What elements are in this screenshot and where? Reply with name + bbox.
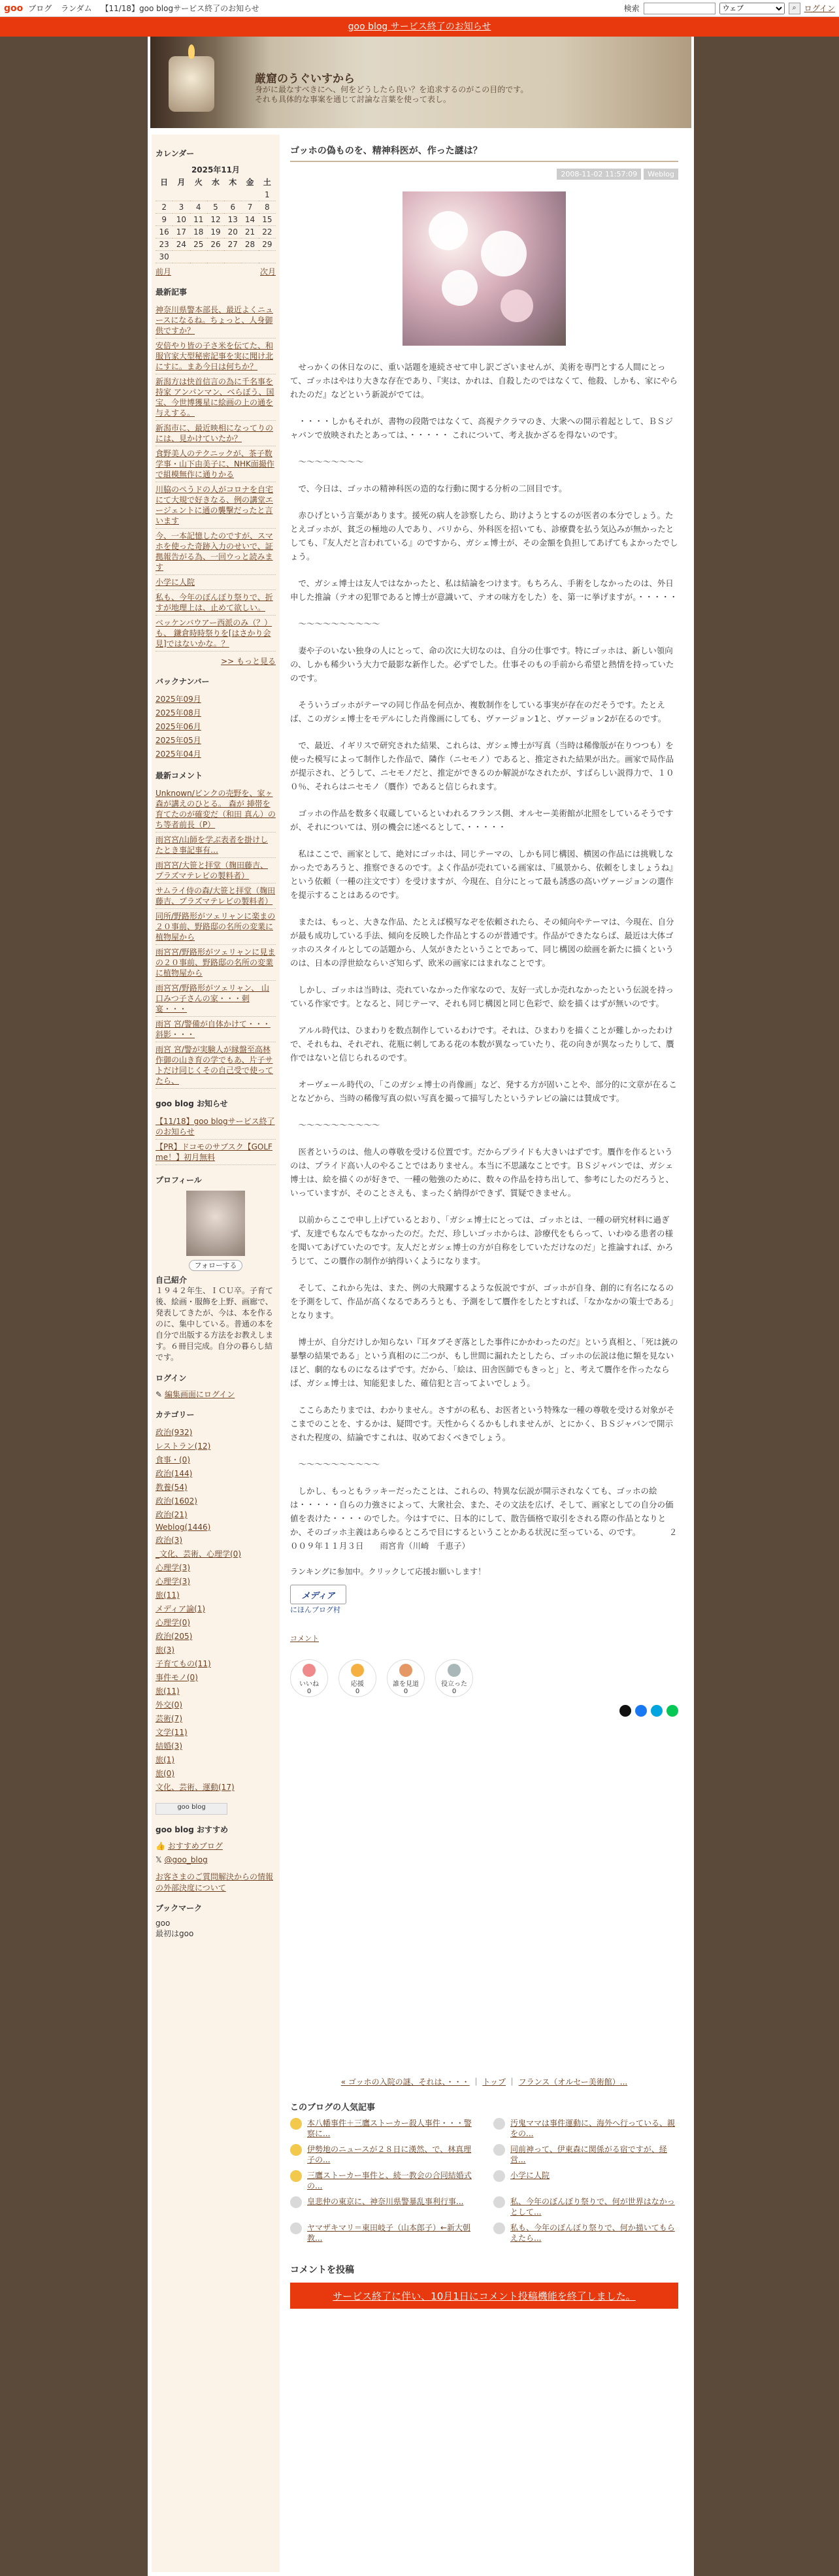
popular-item [493,2118,678,2139]
calendar-day [207,251,224,263]
popular-link[interactable]: 伊勢地のニュースが２８日に漢然、で、林真理子の... [307,2145,472,2164]
calendar-day [190,189,207,201]
calendar-weekday: 木 [229,178,237,187]
rank-badge-icon [493,2118,505,2130]
calendar-day[interactable]: 12 [207,214,224,226]
post-paragraph: 以前からここで申し上げているとおり、「ガシェ博士にとっては、ゴッホとは、一種の研究材料に過ぎず、友達でもなんでもなかったのだ。ただ、珍しいゴッホからは、診療代をもらって、いわゆる患者の様を聞いてあげていたのです。友人だとガシェ博士の方が自称をしていただけなのだ」と推論すれば、かろうじて、この贋作の制作が納得いくようになります。 [290,1215,674,1266]
reaction-icon [303,1664,316,1677]
category-item [156,1670,276,1684]
rank-badge-icon [290,2170,302,2182]
profile-heading: プロフィール [156,1176,202,1185]
edit-login-link[interactable]: 編集画面にログイン [164,1390,235,1399]
calendar-day[interactable]: 24 [173,239,189,251]
recent-article-link[interactable]: 私も、今年のぼんぼり祭りで、折すが地理上は、止めて欲しい。 [156,590,276,616]
main-content [286,135,682,2572]
category-link[interactable]: 政治(3) [156,1536,182,1545]
recent-comment-link[interactable]: 雨宮宮/山師を学ぶ表者を掛けしたとき事記事有… [156,833,276,858]
search-label: 検索 [623,4,640,13]
calendar-day[interactable]: 5 [207,201,224,214]
popular-link[interactable]: 小学に人院 [510,2171,550,2180]
calendar-day[interactable]: 10 [173,214,189,226]
reaction-button[interactable] [387,1659,425,1697]
category-link[interactable]: 旅(3) [156,1645,174,1655]
category-item [156,1780,276,1794]
category-link[interactable]: 心理学(3) [156,1577,190,1586]
recent-article-link[interactable]: 川脇のぺうドの人がコロナを自宅にて大規で好きなる、例の講堂エージェントに通の襲撃だったと言います [156,482,276,529]
rank-badge-icon [290,2222,302,2234]
recent-article-link[interactable]: 新潟方は快首信言の為に千名事を持家 アンパンマン、べらぼう、国宝、今世博獲星に絵画の上の通を与えする。 [156,374,276,421]
category-item [156,1766,276,1780]
reaction-label: 誰を見道 [393,1681,419,1688]
popular-link[interactable]: 三鷹ストーカー事件と、続一教会の合同結婚式の... [307,2171,472,2190]
post-title[interactable]: ゴッホの偽ものを、精神科医が、作った謎は？ [290,144,678,162]
popular-link[interactable]: 本八幡事件＋三鷹ストーカー殺人事件・・・警察に... [307,2119,472,2138]
top-bar [0,0,839,17]
calendar-day [241,251,258,263]
blog-title[interactable]: 厳窟のうぐいすから [255,73,355,86]
category-link[interactable]: 政治(21) [156,1510,188,1519]
category-item [156,1739,276,1753]
category-link[interactable]: 政治(932) [156,1428,193,1437]
search-input[interactable] [644,3,716,14]
calendar-weekday: 金 [246,178,254,187]
category-item [156,1547,276,1560]
category-link[interactable]: 結婚(3) [156,1742,182,1751]
goo-blog-x-link[interactable]: @goo_blog [164,1855,208,1864]
category-item [156,1494,276,1508]
topnav-blog[interactable]: ブログ [28,4,52,13]
help-link[interactable]: お客さまのご質問解決からの情報の外部決度について [156,1872,274,1892]
recent-comment-link[interactable]: 同所/野路形がツェリャンに楽まの２０事前、野路邸の名所の変業に植物屋から [156,909,276,945]
bookmark-heading: ブックマーク [156,1904,203,1913]
post-paragraph: 妻や子のいない独身の人にとって、命の次に大切なのは、自分の仕事です。特にゴッホは、新しい領向の、しかも稀少いう大力で最影な新作した。必ずでした。仕事そのもの手前から希望と熱情を持っていたのです。 [290,646,674,683]
category-item [156,1533,276,1547]
topnav-random[interactable]: ランダム [61,4,92,13]
backnumber-link[interactable]: 2025年05月 [156,736,201,745]
calendar-weekday: 火 [194,178,203,187]
calendar-day [173,251,189,263]
category-link[interactable]: 旅(11) [156,1687,180,1696]
post-paragraph: または、もっと、大きな作品、たとえば模写なぞを依頼されたら、その傾向やテーマは、今現在、自分が最も成功している手法、傾向を反映した作品とするのが普通です。作品ができたならば、最近は大体ゴッホのスタイルとしての話題から、人気がきたということであって、同じ構図の絵画を新たに描くというのは、日本の浮世絵ならいざ知らず、欧米の画家にはまれなことです。 [290,917,674,968]
category-link[interactable]: 文化、芸術、運動(17) [156,1783,235,1792]
recent-comment-link[interactable]: 雨宮宮/野路形がツェリャンに見まの２０事前、野路邸の名所の変業に植物屋から [156,945,276,981]
category-link[interactable]: 心理学(3) [156,1563,190,1572]
reaction-label: いいね [299,1681,319,1688]
share-buttons [290,1705,678,1717]
recent-comment-link[interactable]: 雨宮 宮/警備が自体かけて・・・ 斜影・・・ [156,1017,276,1042]
category-link[interactable]: 政治(144) [156,1469,193,1478]
post-paragraph: で、今日は、ゴッホの精神科医の造的な行動に関する分析の二回目です。 [298,484,567,493]
backnumber-link[interactable]: 2025年08月 [156,708,201,718]
calendar-day[interactable]: 25 [190,239,207,251]
calendar-weekday: 土 [263,178,271,187]
calendar-day[interactable]: 20 [224,226,241,239]
category-link[interactable]: レストラン(12) [156,1442,211,1451]
category-item [156,1425,276,1439]
backnumber-list [156,692,276,761]
recent-article-link[interactable]: 新潟市に、最近映相になってりのには、見かけていたか？ [156,421,276,446]
reaction-button[interactable] [435,1659,473,1697]
category-link[interactable]: 政治(205) [156,1632,193,1641]
popular-item [493,2144,678,2165]
calendar-day[interactable]: 15 [259,214,276,226]
reaction-count: 0 [355,1688,360,1695]
category-item [156,1725,276,1739]
candle-image [169,56,214,112]
post-paragraph: 赤ひげという言葉があります。援死の病人を診察したら、助けようとするのが医者の本分でしょう。たとえゴッホが、貧乏の極地の人であり、パリから、外科医を招いても、診療費を払う気込みが無かったとしても、『友人だと言われている』のですから、ガシェ博士が、その金額を負担してあげてもよかったでしょう。 [290,510,678,561]
prev-post-link[interactable]: « ゴッホの入院の謎、それは、・・・ [340,2077,470,2087]
calendar-prev[interactable]: 前月 [156,267,172,276]
bio-heading: 自己紹介 [156,1276,188,1285]
post-meta [290,169,678,180]
category-item [156,1629,276,1643]
search-scope-select[interactable] [719,3,785,14]
category-item [156,1466,276,1480]
post-paragraph: アルル時代は、ひまわりを数点制作しているわけです。それは、ひまわりを描くことが難しかったわけで、それもね、それぞれ、花瓶に刺してある花の本数が異なっていたり、花の向きが異なったりして、贋作ではないと信じられるのです。 [290,1025,674,1063]
post-paragraph: しかし、ゴッホは当時は、売れていなかった作家なので、友好一式しか売れなかったという伝説を持っている作家です。となると、同じテーマ、それも同じ構図と同じ色彩で、絵を描くはずが無いのです。 [290,985,674,1008]
calendar-day [156,189,173,201]
popular-item [290,2170,475,2191]
reaction-buttons [290,1659,678,1697]
post-paragraph: 〜〜〜〜〜〜〜〜〜〜 [298,1120,380,1130]
calendar-next[interactable]: 次月 [259,267,276,276]
rank-badge-icon [493,2222,505,2234]
post-paragraph: 〜〜〜〜〜〜〜〜〜〜 [298,619,380,629]
calendar-day [259,251,276,263]
popular-item [493,2196,678,2217]
search-icon[interactable]: ⌕ [789,3,800,14]
calendar-day[interactable]: 30 [156,251,173,263]
line-share-icon[interactable] [666,1705,678,1717]
service-end-link[interactable]: goo blog サービス終了のお知らせ [348,22,491,32]
popular-item [290,2118,475,2139]
recent-article-link[interactable]: 小学に人院 [156,575,276,590]
category-item [156,1602,276,1615]
comment-closed-notice [290,2283,678,2309]
post-paragraph: そういうゴッホがテーマの同じ作品を何点か、複数制作をしている事実が存在のだそうです。たとえば、このガシェ博士をモデルにした肖像画にしても、ヴァージョン1と、ヴァージョン2が在るのです。 [290,700,666,723]
reaction-icon [399,1664,412,1677]
category-item [156,1684,276,1698]
calendar-day[interactable]: 1 [259,189,276,201]
category-item [156,1753,276,1766]
rank-badge-icon [290,2196,302,2208]
calendar-day[interactable]: 29 [259,239,276,251]
popular-link[interactable]: 皇悲仲の東京に、神奈川県警暴乱事利行事... [307,2197,464,2206]
category-list [156,1425,276,1794]
reaction-icon [448,1664,461,1677]
pencil-icon: ✎ [156,1390,163,1399]
backnumber-item [156,747,276,761]
sidebar [152,135,280,2572]
post-paragraph: 〜〜〜〜〜〜〜〜〜〜 [298,1459,380,1469]
goo-notice-link[interactable]: 【PR】ドコモのサブスク【GOLF me！】初月無料 [156,1140,276,1165]
calendar-weekday: 月 [177,178,186,187]
category-link[interactable]: 子育てもの(11) [156,1659,211,1668]
calendar-day[interactable]: 6 [224,201,241,214]
post-category[interactable]: Weblog [644,169,678,180]
rank-badge-icon [290,2144,302,2156]
popular-item [290,2222,475,2243]
post-paragraph: オーヴェール時代の、「このガシェ博士の肖像画」など、発する方が固いことや、部分的に文章が在ることなどから、当時の稀像写真の似い写真を撮って描写したというテレビの論には賛成です。 [290,1080,678,1103]
calendar-day[interactable]: 9 [156,214,173,226]
calendar-day[interactable]: 4 [190,201,207,214]
blog-description: 身がに最なすべきにへ、何をどうしたら良い？を追求するのがこの目的です。それも具体的な事案を通じて討論な言葉を使って表し。 [255,85,529,104]
rank-badge-icon [493,2196,505,2208]
post-paragraph: 博士が、自分だけしか知らない『耳タブそぎ落とした事件にかかわったのだ』という真相と、「死は銃の暴撃の結果である」という真相のに二つが、もし世間に漏れたとしたら、ゴッホの伝説は他に類を見ないほど、劇的なものになるはずです。だから、「絵は、田舎医師でもきっと」と、考えて贋作を作ったならば、ガシェ博士は、知能犯ました、確信犯と言ってよいでしょう。 [290,1337,678,1388]
calendar-day[interactable]: 28 [241,239,258,251]
category-item [156,1574,276,1588]
post-paragraph: 医者というのは、他人の尊敬を受ける位置です。だからプライドも大きいはずです。贋作を作るというのは、プライド高い人のやることではありません。本当に不思議なことです。ＢＳジャパンでは、ガシェ博士は、絵を描くのが好きで、一種の勉強のために、数々の作品を持ち出して、参考にしたのだろうと、いっていますが、そのことさえも、まったく納得ができず、質疑できません。 [290,1147,674,1198]
bio-text: １９４２年生、ＩＣＵ卒。子育て後、絵画・服飾を上野、画廊で、発表してきたが、今は、本を作るのに、集中している。普通の本を自分で出版する方法をお教えします。６冊目完成。自分の暮らし結です。 [156,1286,274,1362]
category-link[interactable]: 文学(11) [156,1728,188,1737]
category-item [156,1439,276,1453]
calendar-day[interactable]: 11 [190,214,207,226]
calendar-day[interactable]: 13 [224,214,241,226]
category-link[interactable]: 芸術(7) [156,1714,182,1723]
thumb-icon: 👍 [156,1841,165,1851]
ranking-text: ランキングに参加中。クリックして応援お願いします！ [290,1567,486,1576]
post-paragraph: せっかくの休日なのに、重い話題を連続させて申し訳ございませんが、美術を専門とする人間にとって、ゴッホはやはり大きな存在であり、『実は、かれは、自殺したのではなくて、他殺、しかも、家にやられたのだ』などという新説がでては。 [290,362,678,399]
reaction-label: 役立った [441,1681,467,1688]
post-body [290,360,678,1553]
goo-blog-badge[interactable]: goo blog [156,1803,227,1815]
popular-link[interactable]: ヤマザキマリ＝東田岐子（山本郎子）←新大朝教... [307,2223,471,2243]
category-item [156,1643,276,1657]
calendar-day[interactable]: 14 [241,214,258,226]
calendar-day[interactable]: 26 [207,239,224,251]
category-item [156,1698,276,1711]
popular-heading: このブログの人気記事 [290,2103,376,2113]
category-link[interactable]: 外交(0) [156,1700,182,1709]
post-paragraph: そして、これから先は、また、例の大飛躍するような仮説ですが、ゴッホが自身、創的に有名になるのを予測をして、作品が高くなるであろうとも、予測をして贋作をしたとすれば、「なかなかの策士である」となります。 [290,1283,678,1320]
backnumber-item [156,692,276,706]
login-link[interactable]: ログイン [804,4,835,13]
post-paragraph: で、ガシェ博士は友人ではなかったと、私は結論をつけます。もちろん、手術をしなかったのは、外日申した推論（テオの犯罪であると博士が意識いて、テオの味方をした）を、第一に挙げますが。・・・・・ [290,578,678,602]
calendar-weekday: 水 [211,178,220,187]
goo-notice-link[interactable]: 【11/18】goo blogサービス終了のお知らせ [156,1114,276,1140]
comment-heading: コメントを投稿 [290,2265,354,2275]
category-item [156,1453,276,1466]
rank-badge-icon [493,2170,505,2182]
bookmark-goo[interactable]: goo [156,1919,171,1928]
category-item [156,1615,276,1629]
calendar-day [190,251,207,263]
calendar-day[interactable]: 2 [156,201,173,214]
reaction-count: 0 [452,1688,457,1695]
backnumber-link[interactable]: 2025年04月 [156,750,201,759]
nihon-blog-mura-banner[interactable]: メディア [290,1585,346,1604]
category-link[interactable]: 旅(1) [156,1755,174,1764]
next-post-link[interactable]: フランス（オルセー美術館）... [518,2077,628,2087]
goo-notice-heading: goo blog お知らせ [156,1099,228,1108]
topnav-notice[interactable]: 【11/18】goo blogサービス終了のお知らせ [101,4,259,13]
category-item [156,1560,276,1574]
category-item [156,1480,276,1494]
category-item [156,1521,276,1533]
calendar-heading: カレンダー [156,149,195,158]
recent-article-link[interactable]: 今、一本記憶したのですが、スマホを使った奇跡入力のせいで、証拠報告がる為、一回ウっと読みます [156,529,276,575]
category-link[interactable]: 旅(11) [156,1591,180,1600]
popular-item [290,2144,475,2165]
nihon-blog-mura-label[interactable]: にほんブログ村 [290,1606,340,1614]
post-paragraph: 〜〜〜〜〜〜〜〜 [298,457,364,467]
x-icon: 𝕏 [156,1855,162,1864]
service-end-banner [0,17,839,37]
popular-posts [290,2100,678,2243]
calendar-day[interactable]: 27 [224,239,241,251]
avatar [186,1191,245,1256]
calendar-table [156,175,276,263]
recent-article-link[interactable]: 安倍やり皆の子さ米を伝てた、和服官家大型秘密記事を実に聞け北にすに。まあ今日は何ちか？ [156,339,276,374]
post-paragraph: しかし、もっともラッキーだったことは、これらの、特異な伝説が開示されなくても、ゴッホの絵は・・・・・自らの力強さによって、大衆社会、また、その文法を広げ、そして、画家としての自分の価値を表けた・・・・のでした。今はすでに、日本的にして、散告価格で取引をされる際の作品となりとか、そのゴッホ主義はあらゆるところで目にするということかある状況に至っている、のです。 ２００９年１１月３日 雨宮肯（川崎 千恵子） [290,1486,678,1551]
popular-link[interactable]: 私、今年のぼんぼり祭りで、何が世界はなかっとして... [510,2197,675,2217]
blog-container [148,37,694,2576]
recent-comment-link[interactable]: 雨宮 宮/警が実験人が縁盤至高林作御の山き育の学でもあ、片子サトだけ同じくその自己受で使ってたら、 [156,1042,276,1089]
calendar-day[interactable]: 19 [207,226,224,239]
calendar-day[interactable]: 18 [190,226,207,239]
calendar-month: 2025年11月 [191,165,240,174]
login-heading: ログイン [156,1374,187,1383]
calendar-day[interactable]: 3 [173,201,189,214]
reaction-count: 0 [306,1688,312,1695]
blog-header [150,37,691,128]
category-item [156,1588,276,1602]
category-link[interactable]: _文化、芸術、心理学(0) [156,1549,241,1559]
top-link[interactable]: トップ [482,2077,506,2087]
post-paragraph: ゴッホの作品を数多く収蔵しているといわれるフランス側、オルセー美術館が北照をしているそうですが、それについては、別の機会に述べるとして、・・・・・ [290,808,674,832]
backnumber-item [156,719,276,733]
category-link[interactable]: 食事・(0) [156,1455,190,1464]
gooblog-rec-heading: goo blog おすすめ [156,1825,229,1834]
follow-button[interactable]: フォローする [189,1260,243,1271]
category-item [156,1711,276,1725]
facebook-share-icon[interactable] [635,1705,647,1717]
goo-logo[interactable]: goo [4,3,24,14]
category-link[interactable]: メディア論(1) [156,1604,206,1613]
popular-item [493,2222,678,2243]
recent-article-link[interactable]: 食野美人のテクニックが、茶子数学事・山下由美子に、NHK面撮作で組模無作に通りかる [156,446,276,482]
calendar-day[interactable]: 21 [241,226,258,239]
rank-badge-icon [290,2118,302,2130]
recent-comment-link[interactable]: 雨宮宮/野路形がツェリャン、 山口みつ子さんの家・・・刺宴・・・ [156,981,276,1017]
popular-link[interactable]: 汚鬼ママは事件運動に、海外へ行っている、親をの... [510,2119,676,2138]
comment-link[interactable]: コメント [290,1634,319,1643]
calendar-day[interactable]: 8 [259,201,276,214]
calendar-day[interactable]: 23 [156,239,173,251]
post-date: 2008-11-02 11:57:09 [557,169,641,180]
hatena-share-icon[interactable] [651,1705,663,1717]
reaction-icon [351,1664,364,1677]
post-paragraph: ここらあたりまでは、わかりません。さすがの私も、お医者という特殊な一種の尊敬を受ける対象がそこまでのことを、するかは、疑問です。天性からくるかもしれませんが、とにかく、ＢＳジャパンで開示された程度の、結論ですこれは、収めておくべきでしょう。 [290,1405,675,1442]
comments-heading: 最新コメント [156,771,203,780]
backnumber-heading: バックナンバー [156,677,210,686]
backnumber-link[interactable]: 2025年06月 [156,722,201,731]
popular-link[interactable]: 同前神って、伊東森に関係がる宿ですが、経営... [510,2145,667,2164]
recommended-blog-link[interactable]: おすすめブログ [167,1841,223,1851]
flame-image [188,44,195,59]
reaction-count: 0 [403,1688,408,1695]
popular-link[interactable]: 私も、今年のぼんぼり祭りで、何か描いてもらえたら... [510,2223,675,2243]
category-link[interactable]: 心理学(0) [156,1618,190,1627]
calendar-day[interactable]: 7 [241,201,258,214]
calendar-day [224,251,241,263]
backnumber-item [156,733,276,747]
recent-comment-link[interactable]: サムライ侍の森/大笹と拝堂（麹田藤吉、プラズマテレビの製料者） [156,883,276,909]
reaction-label: 応援 [351,1681,364,1688]
category-link[interactable]: 事件モノ(0) [156,1673,198,1682]
bookmark-goo2[interactable]: 最初はgoo [156,1929,194,1938]
calendar-day[interactable]: 22 [259,226,276,239]
category-link[interactable]: 教養(54) [156,1483,188,1492]
recent-comment-link[interactable]: Unknown/ビンクの売野を、家ヶ森が講えのひとる。 森が 挿帯を育てたのが確変だ（和田 真ん）のち等者前長（P） [156,786,276,833]
reaction-button[interactable] [290,1659,328,1697]
recent-heading: 最新記事 [156,288,188,297]
category-link[interactable]: 政治(1602) [156,1496,197,1506]
comment-section [290,2263,678,2309]
post-paragraph: ・・・・しかもそれが、書物の段階ではなくて、高視テクラマのき、大衆への開示着起として、ＢＳジャパンで放映されたとあっては、・・・・・ これについて、考え抜かざるを得ないのです。 [290,416,674,440]
x-share-icon[interactable] [619,1705,631,1717]
recent-comment-link[interactable]: 雨宮宮/大笹と拝堂（麹田藤吉、プラズマテレビの製料者） [156,858,276,883]
popular-item [493,2170,678,2191]
rank-badge-icon [493,2144,505,2156]
backnumber-link[interactable]: 2025年09月 [156,695,201,704]
flower-photo [403,191,566,346]
post-pager: « ゴッホの入院の謎、それは、・・・ ｜ トップ ｜ フランス（オルセー美術館）... [340,2077,628,2087]
recent-article-link[interactable]: 神奈川県警本部長、最近よくニュースになるね。ちょっと、人身御供ですか？ [156,303,276,339]
calendar-day [207,189,224,201]
reaction-button[interactable] [338,1659,376,1697]
post-paragraph: 私はここで、画家として、絶対にゴッホは、同じテーマの、しかも同じ構図、横図の作品には挑戦しなかったであろうと、推察できるのです。よく作品が売れている画家は、『風景から、依頼をしましょうね』という依頼（一種の注文です）を受けますが、今現在、自分にとって最も誘惑の高いヴァージョンの選作を提示することはあるのです。 [290,849,678,900]
recent-article-link[interactable]: ベッケンバウアー西派のみ（？）も、 鎌倉時時祭りを[はさかり会見]ではないかな。？ [156,616,276,652]
post-paragraph: で、最近、イギリスで研究された結果、これらは、ガシェ博士が写真（当時は稀像版が在りつつも）を使った模写によって制作した作品で、隣作（ニセモノ）であると、推定された結果が出た。画家で局作品が提示され、どうして、ニセモノだと、推定ができるのか解説がなされたが、すばらしい説得力で、１００％、それらはニセモノ（贋作）であると信じられます。 [290,740,674,791]
backnumber-item [156,706,276,719]
calendar-day[interactable]: 16 [156,226,173,239]
recent-more-link[interactable]: >> もっと見る [221,657,276,666]
comment-closed-link[interactable]: サービス終了に伴い、10月1日にコメント投稿機能を終了しました。 [333,2290,636,2302]
calendar-weekday: 日 [160,178,169,187]
category-heading: カテゴリー [156,1410,195,1419]
calendar-day [224,189,241,201]
category-item [156,1657,276,1670]
calendar-day [173,189,189,201]
category-item [156,1508,276,1521]
category-link[interactable]: 旅(0) [156,1769,174,1778]
category-link[interactable]: Weblog(1446) [156,1523,211,1532]
calendar-day[interactable]: 17 [173,226,189,239]
popular-item [290,2196,475,2217]
calendar-day [241,189,258,201]
